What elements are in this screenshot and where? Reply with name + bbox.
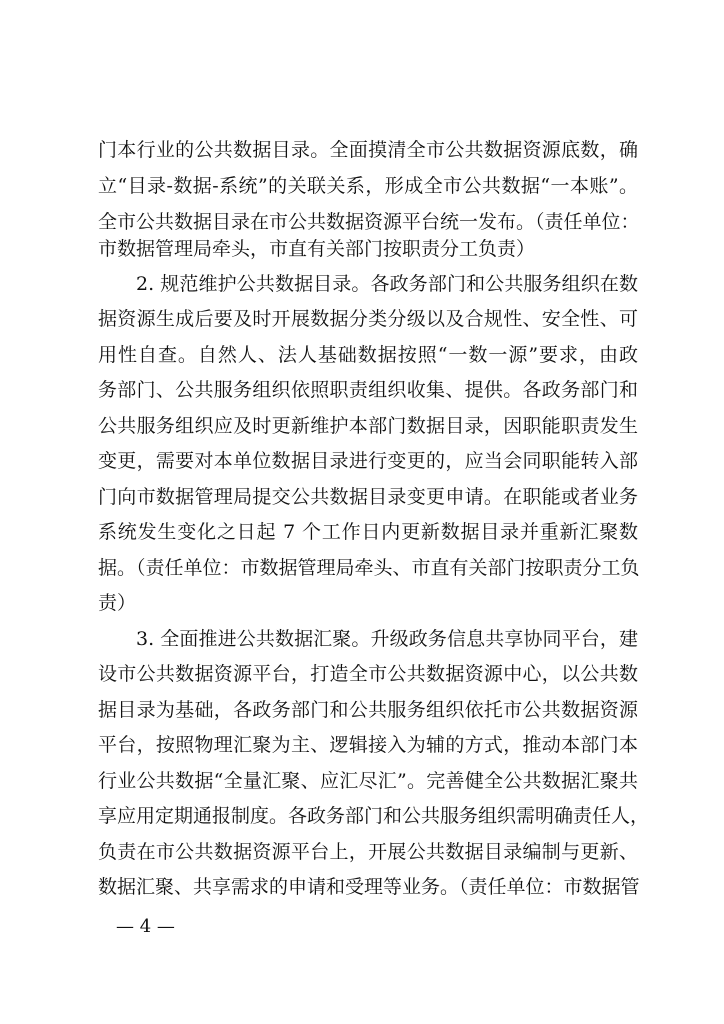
- body-text-line: 设市公共数据资源平台，打造全市公共数据资源中心，以公共数: [98, 663, 638, 685]
- section-heading-line: 2. 规范维护公共数据目录。各政务部门和公共服务组织在数: [136, 273, 638, 295]
- body-text-line: 门本行业的公共数据目录。全面摸清全市公共数据资源底数，确: [98, 139, 638, 161]
- body-text-line: 负责在市公共数据资源平台上，开展公共数据目录编制与更新、: [98, 841, 638, 863]
- body-text-line: 系统发生变化之日起 7 个工作日内更新数据目录并重新汇聚数: [98, 521, 638, 543]
- body-text-line: 据。（责任单位：市数据管理局牵头、市直有关部门按职责分工负: [98, 557, 640, 579]
- body-text-line: 变更，需要对本单位数据目录进行变更的，应当会同职能转入部: [98, 450, 638, 472]
- body-text-line: 平台，按照物理汇聚为主、逻辑接入为辅的方式，推动本部门本: [98, 734, 638, 756]
- page-number: — 4 —: [116, 916, 175, 937]
- body-text-line: 务部门、公共服务组织依照职责组织收集、提供。各政务部门和: [98, 379, 638, 401]
- body-text-line: 公共服务组织应及时更新维护本部门数据目录，因职能职责发生: [98, 415, 638, 437]
- body-text-line: 全市公共数据目录在市公共数据资源平台统一发布。（责任单位：: [98, 211, 640, 233]
- body-text-line: 市数据管理局牵头，市直有关部门按职责分工负责）: [98, 238, 536, 260]
- body-text-line: 享应用定期通报制度。各政务部门和公共服务组织需明确责任人，: [98, 805, 650, 827]
- body-text-line: 责）: [98, 592, 137, 614]
- body-text-line: 立“目录-数据-系统”的关联关系，形成全市公共数据“一本账”。: [98, 175, 638, 197]
- body-text-line: 门向市数据管理局提交公共数据目录变更申请。在职能或者业务: [98, 486, 638, 508]
- body-text-line: 行业公共数据“全量汇聚、应汇尽汇”。完善健全公共数据汇聚共: [98, 770, 638, 792]
- section-heading-line: 3. 全面推进公共数据汇聚。升级政务信息共享协同平台，建: [136, 628, 638, 650]
- body-text-line: 数据汇聚、共享需求的申请和受理等业务。（责任单位：市数据管: [98, 876, 640, 898]
- body-text-line: 据资源生成后要及时开展数据分类分级以及合规性、安全性、可: [98, 308, 638, 330]
- body-text-line: 用性自查。自然人、法人基础数据按照“一数一源”要求，由政: [98, 344, 638, 366]
- body-text-line: 据目录为基础，各政务部门和公共服务组织依托市公共数据资源: [98, 699, 638, 721]
